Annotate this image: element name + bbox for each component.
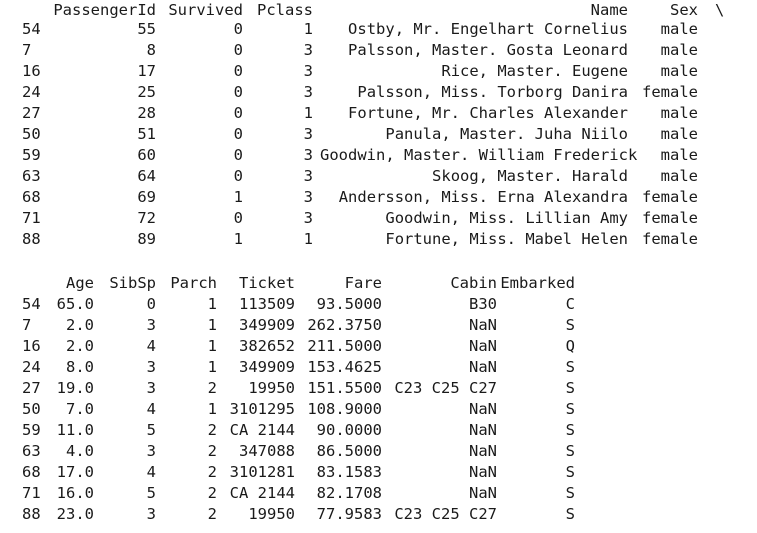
- cell-parch: 1: [207, 358, 217, 376]
- cell-sex: female: [642, 209, 698, 227]
- cell-survived: 0: [233, 20, 243, 38]
- row-index: 54: [22, 20, 41, 38]
- cell-ticket: 349909: [239, 316, 295, 334]
- table-row: [0, 483, 757, 504]
- cell-parch: 2: [207, 463, 217, 481]
- row-index: 16: [22, 337, 41, 355]
- cell-embarked: C: [565, 295, 575, 313]
- cell-cabin: NaN: [469, 358, 497, 376]
- cell-ticket: 382652: [239, 337, 295, 355]
- cell-passengerid: 69: [137, 188, 156, 206]
- header-cabin: Cabin: [450, 274, 497, 292]
- cell-sex: male: [660, 20, 698, 38]
- cell-sex: male: [660, 146, 698, 164]
- cell-cabin: NaN: [469, 400, 497, 418]
- header-sibsp: SibSp: [109, 274, 156, 292]
- cell-parch: 2: [207, 421, 217, 439]
- cell-ticket: CA 2144: [229, 484, 295, 502]
- cell-sibsp: 0: [146, 295, 156, 313]
- cell-parch: 1: [207, 295, 217, 313]
- cell-sex: male: [660, 167, 698, 185]
- cell-pclass: 3: [303, 41, 313, 59]
- header-parch: Parch: [170, 274, 217, 292]
- cell-name: Palsson, Miss. Torborg Danira: [357, 83, 628, 101]
- cell-sex: female: [642, 188, 698, 206]
- cell-passengerid: 89: [137, 230, 156, 248]
- table1-header-row: [0, 0, 757, 21]
- cell-survived: 0: [233, 146, 243, 164]
- header-ticket: Ticket: [239, 274, 295, 292]
- cell-passengerid: 72: [137, 209, 156, 227]
- cell-sex: male: [660, 125, 698, 143]
- cell-parch: 2: [207, 379, 217, 397]
- cell-cabin: NaN: [469, 337, 497, 355]
- table-row: [0, 40, 757, 61]
- cell-fare: 151.5500: [307, 379, 382, 397]
- cell-passengerid: 17: [137, 62, 156, 80]
- cell-embarked: S: [565, 379, 575, 397]
- cell-ticket: 19950: [248, 505, 295, 523]
- cell-parch: 2: [207, 505, 217, 523]
- table-row: [0, 378, 757, 399]
- cell-age: 8.0: [66, 358, 94, 376]
- header-passengerid: PassengerId: [53, 1, 156, 19]
- table-row: [0, 103, 757, 124]
- cell-age: 17.0: [56, 463, 94, 481]
- row-index: 27: [22, 379, 41, 397]
- cell-ticket: 113509: [239, 295, 295, 313]
- cell-sibsp: 4: [146, 400, 156, 418]
- table-row: [0, 441, 757, 462]
- cell-name: Skoog, Master. Harald: [432, 167, 628, 185]
- table-row: [0, 294, 757, 315]
- table-row: [0, 208, 757, 229]
- row-index: 63: [22, 442, 41, 460]
- row-index: 50: [22, 125, 41, 143]
- header-embarked: Embarked: [500, 274, 575, 292]
- row-index: 24: [22, 83, 41, 101]
- cell-sex: male: [660, 62, 698, 80]
- row-index: 71: [22, 484, 41, 502]
- cell-cabin: NaN: [469, 484, 497, 502]
- row-index: 68: [22, 463, 41, 481]
- cell-sibsp: 3: [146, 358, 156, 376]
- row-index: 24: [22, 358, 41, 376]
- cell-ticket: 347088: [239, 442, 295, 460]
- row-index: 68: [22, 188, 41, 206]
- cell-fare: 211.5000: [307, 337, 382, 355]
- cell-cabin: C23 C25 C27: [394, 505, 497, 523]
- cell-passengerid: 8: [146, 41, 156, 59]
- cell-ticket: 19950: [248, 379, 295, 397]
- row-index: 27: [22, 104, 41, 122]
- cell-fare: 90.0000: [316, 421, 382, 439]
- header-continuation: \: [715, 1, 725, 19]
- row-index: 63: [22, 167, 41, 185]
- header-age: Age: [66, 274, 94, 292]
- cell-age: 7.0: [66, 400, 94, 418]
- table-row: [0, 336, 757, 357]
- cell-survived: 0: [233, 41, 243, 59]
- row-index: 71: [22, 209, 41, 227]
- cell-parch: 2: [207, 442, 217, 460]
- cell-passengerid: 55: [137, 20, 156, 38]
- cell-embarked: S: [565, 505, 575, 523]
- cell-fare: 83.1583: [316, 463, 382, 481]
- cell-survived: 0: [233, 125, 243, 143]
- cell-embarked: S: [565, 442, 575, 460]
- cell-age: 65.0: [56, 295, 94, 313]
- cell-passengerid: 28: [137, 104, 156, 122]
- row-index: 88: [22, 505, 41, 523]
- cell-cabin: B30: [469, 295, 497, 313]
- header-survived: Survived: [168, 1, 243, 19]
- cell-name: Panula, Master. Juha Niilo: [385, 125, 628, 143]
- cell-pclass: 3: [303, 125, 313, 143]
- cell-sex: male: [660, 104, 698, 122]
- cell-pclass: 1: [303, 230, 313, 248]
- cell-embarked: S: [565, 316, 575, 334]
- cell-fare: 93.5000: [316, 295, 382, 313]
- cell-cabin: NaN: [469, 316, 497, 334]
- table-row: [0, 399, 757, 420]
- cell-fare: 86.5000: [316, 442, 382, 460]
- table-row: [0, 504, 757, 525]
- row-index: 7: [22, 41, 32, 59]
- cell-cabin: NaN: [469, 442, 497, 460]
- cell-name: Andersson, Miss. Erna Alexandra: [338, 188, 628, 206]
- cell-pclass: 3: [303, 83, 313, 101]
- cell-age: 23.0: [56, 505, 94, 523]
- cell-pclass: 3: [303, 146, 313, 164]
- cell-ticket: 3101281: [229, 463, 295, 481]
- header-name: Name: [590, 1, 628, 19]
- cell-parch: 1: [207, 316, 217, 334]
- cell-survived: 0: [233, 83, 243, 101]
- table-row: [0, 124, 757, 145]
- header-sex: Sex: [670, 1, 698, 19]
- cell-pclass: 3: [303, 188, 313, 206]
- cell-sibsp: 5: [146, 484, 156, 502]
- cell-sibsp: 3: [146, 505, 156, 523]
- table-row: [0, 61, 757, 82]
- header-pclass: Pclass: [257, 1, 313, 19]
- cell-embarked: S: [565, 358, 575, 376]
- header-fare: Fare: [344, 274, 382, 292]
- table-row: [0, 187, 757, 208]
- cell-age: 4.0: [66, 442, 94, 460]
- cell-sibsp: 4: [146, 337, 156, 355]
- table-row: [0, 145, 757, 166]
- cell-survived: 0: [233, 104, 243, 122]
- cell-ticket: CA 2144: [229, 421, 295, 439]
- cell-fare: 153.4625: [307, 358, 382, 376]
- table-row: [0, 229, 757, 250]
- cell-embarked: S: [565, 400, 575, 418]
- cell-fare: 77.9583: [316, 505, 382, 523]
- cell-cabin: C23 C25 C27: [394, 379, 497, 397]
- cell-name: Goodwin, Miss. Lillian Amy: [385, 209, 628, 227]
- row-index: 88: [22, 230, 41, 248]
- cell-sex: female: [642, 83, 698, 101]
- cell-fare: 262.3750: [307, 316, 382, 334]
- cell-survived: 0: [233, 209, 243, 227]
- cell-cabin: NaN: [469, 463, 497, 481]
- table2-header-row: [0, 273, 757, 294]
- cell-sex: male: [660, 41, 698, 59]
- table-row: [0, 166, 757, 187]
- cell-survived: 1: [233, 188, 243, 206]
- row-index: 50: [22, 400, 41, 418]
- cell-passengerid: 60: [137, 146, 156, 164]
- table-row: [0, 420, 757, 441]
- row-index: 16: [22, 62, 41, 80]
- cell-survived: 0: [233, 167, 243, 185]
- cell-ticket: 349909: [239, 358, 295, 376]
- cell-cabin: NaN: [469, 421, 497, 439]
- cell-pclass: 3: [303, 167, 313, 185]
- cell-pclass: 3: [303, 209, 313, 227]
- table-row: [0, 357, 757, 378]
- cell-embarked: S: [565, 421, 575, 439]
- cell-pclass: 1: [303, 104, 313, 122]
- cell-survived: 1: [233, 230, 243, 248]
- cell-age: 11.0: [56, 421, 94, 439]
- cell-survived: 0: [233, 62, 243, 80]
- cell-embarked: S: [565, 484, 575, 502]
- cell-parch: 1: [207, 337, 217, 355]
- cell-sibsp: 3: [146, 379, 156, 397]
- cell-parch: 1: [207, 400, 217, 418]
- cell-age: 19.0: [56, 379, 94, 397]
- cell-name: Goodwin, Master. William Frederick: [320, 146, 638, 164]
- cell-sibsp: 3: [146, 442, 156, 460]
- cell-parch: 2: [207, 484, 217, 502]
- cell-age: 2.0: [66, 337, 94, 355]
- cell-fare: 108.9000: [307, 400, 382, 418]
- cell-name: Palsson, Master. Gosta Leonard: [348, 41, 628, 59]
- table-row: [0, 82, 757, 103]
- cell-age: 2.0: [66, 316, 94, 334]
- cell-sex: female: [642, 230, 698, 248]
- cell-embarked: S: [565, 463, 575, 481]
- row-index: 7: [22, 316, 32, 334]
- cell-name: Fortune, Mr. Charles Alexander: [348, 104, 628, 122]
- cell-sibsp: 5: [146, 421, 156, 439]
- table-row: [0, 315, 757, 336]
- table-row: [0, 19, 757, 40]
- cell-passengerid: 64: [137, 167, 156, 185]
- cell-passengerid: 25: [137, 83, 156, 101]
- cell-age: 16.0: [56, 484, 94, 502]
- row-index: 54: [22, 295, 41, 313]
- cell-passengerid: 51: [137, 125, 156, 143]
- row-index: 59: [22, 146, 41, 164]
- cell-fare: 82.1708: [316, 484, 382, 502]
- cell-name: Fortune, Miss. Mabel Helen: [385, 230, 628, 248]
- cell-sibsp: 4: [146, 463, 156, 481]
- cell-sibsp: 3: [146, 316, 156, 334]
- table-row: [0, 462, 757, 483]
- cell-name: Ostby, Mr. Engelhart Cornelius: [348, 20, 628, 38]
- cell-name: Rice, Master. Eugene: [441, 62, 628, 80]
- cell-embarked: Q: [565, 337, 575, 355]
- row-index: 59: [22, 421, 41, 439]
- cell-pclass: 1: [303, 20, 313, 38]
- cell-pclass: 3: [303, 62, 313, 80]
- cell-ticket: 3101295: [229, 400, 295, 418]
